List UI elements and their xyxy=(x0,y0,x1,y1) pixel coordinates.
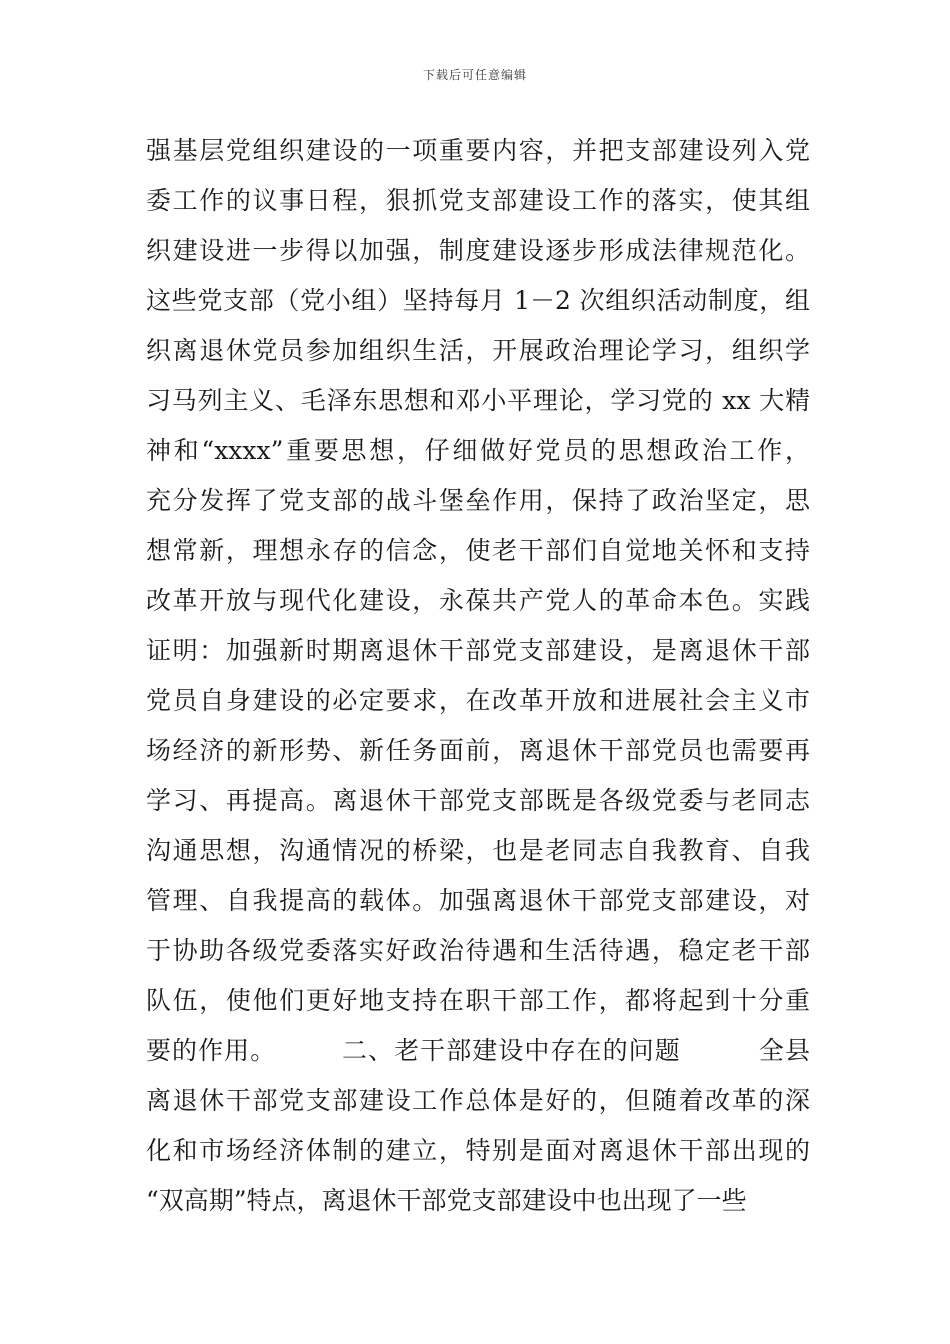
page-header: 下载后可任意编辑 xyxy=(422,68,527,82)
text-line: 场经济的新形势、新任务面前，离退休干部党员也需要再 xyxy=(146,736,810,765)
text-line: 管理、自我提高的载体。加强离退休干部党支部建设，对 xyxy=(146,886,810,915)
text-line: 党员自身建设的必定要求，在改革开放和进展社会主义市 xyxy=(146,686,810,715)
text-line: 队伍，使他们更好地支持在职干部工作，都将起到十分重 xyxy=(146,986,810,1015)
text-line: 想常新，理想永存的信念，使老干部们自觉地关怀和支持 xyxy=(146,536,810,565)
text-line: 要的作用。 二、老干部建设中存在的问题 全县 xyxy=(146,1036,810,1065)
text-line: 织离退休党员参加组织生活，开展政治理论学习，组织学 xyxy=(146,336,810,365)
text-line: “双高期”特点，离退休干部党支部建设中也出现了一些 xyxy=(146,1186,747,1215)
text-line: 织建设进一步得以加强，制度建设逐步形成法律规范化。 xyxy=(146,236,810,265)
text-line: 强基层党组织建设的一项重要内容，并把支部建设列入党 xyxy=(146,136,810,165)
text-line: 这些党支部（党小组）坚持每月 1－2 次组织活动制度，组 xyxy=(146,286,810,315)
text-line: 沟通思想，沟通情况的桥梁，也是老同志自我教育、自我 xyxy=(146,836,810,865)
text-line: 充分发挥了党支部的战斗堡垒作用，保持了政治坚定，思 xyxy=(146,486,810,515)
document-body xyxy=(146,126,810,1226)
text-line: 神和“xxxx”重要思想，仔细做好党员的思想政治工作， xyxy=(146,436,810,465)
text-line: 习马列主义、毛泽东思想和邓小平理论，学习党的 xx 大精 xyxy=(146,386,810,415)
text-line: 委工作的议事日程，狠抓党支部建设工作的落实，使其组 xyxy=(146,186,810,215)
text-line: 学习、再提高。离退休干部党支部既是各级党委与老同志 xyxy=(146,786,810,815)
text-line: 于协助各级党委落实好政治待遇和生活待遇，稳定老干部 xyxy=(146,936,810,965)
text-line: 证明：加强新时期离退休干部党支部建设，是离退休干部 xyxy=(146,636,810,665)
text-line: 化和市场经济体制的建立，特别是面对离退休干部出现的 xyxy=(146,1136,810,1165)
text-line: 离退休干部党支部建设工作总体是好的，但随着改革的深 xyxy=(146,1086,810,1115)
text-line: 改革开放与现代化建设，永葆共产党人的革命本色。实践 xyxy=(146,586,810,615)
